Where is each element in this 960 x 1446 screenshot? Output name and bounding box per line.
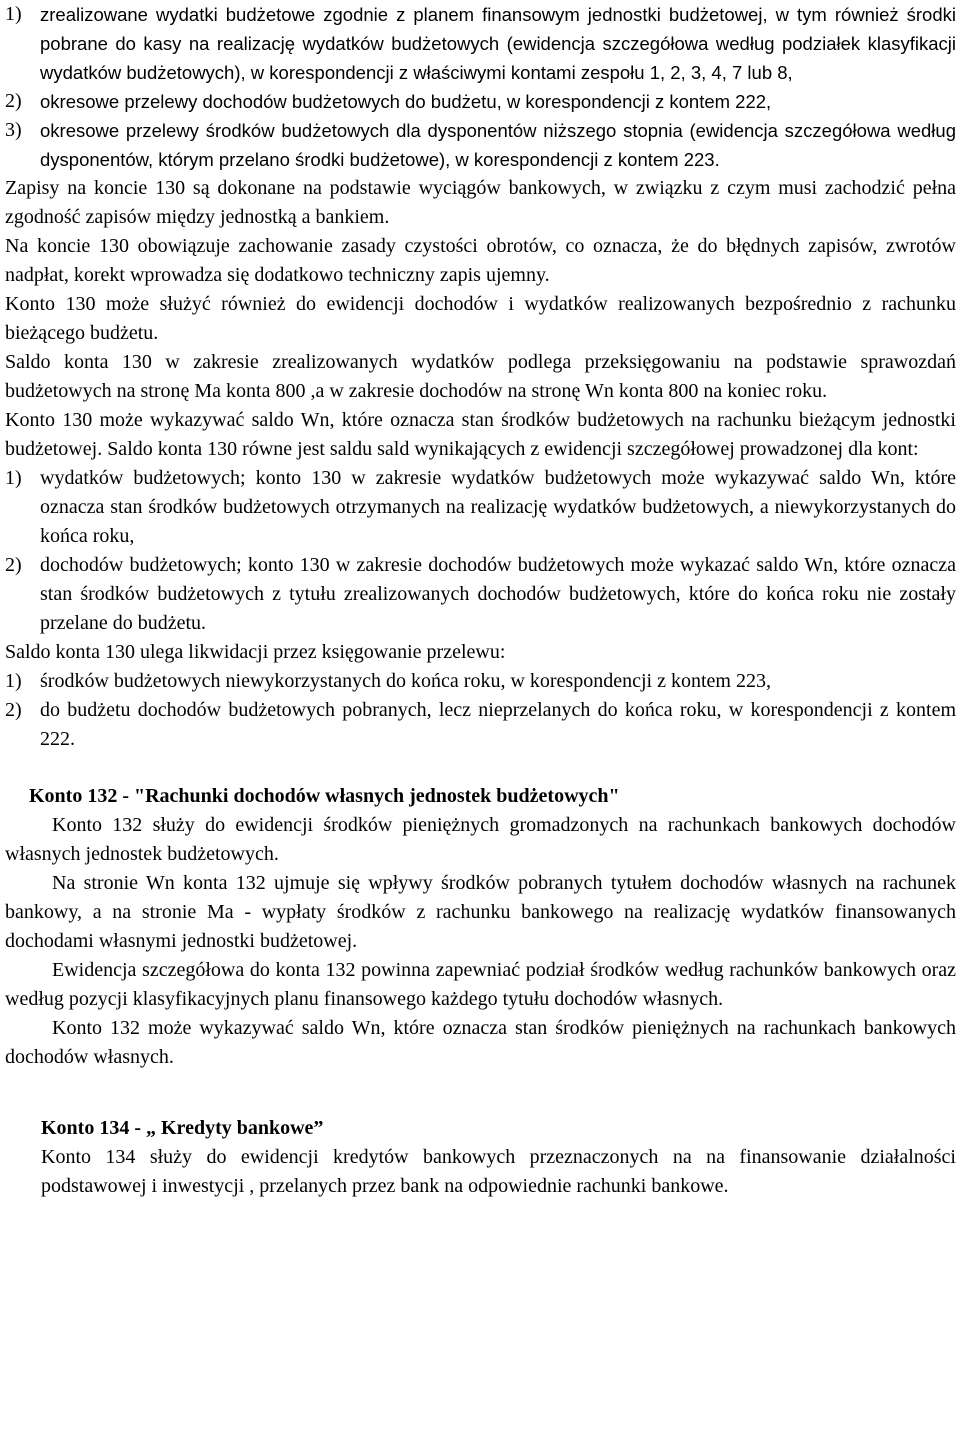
paragraph: Konto 130 może służyć również do ewidencji dochodów i wydatków realizowanych bezpośrednio z rachunku bieżącego budżetu. xyxy=(5,293,956,344)
paragraph: Zapisy na koncie 130 są dokonane na podstawie wyciągów bankowych, w związku z czym musi zachodzić pełna zgodność zapisów między jednostką a bankiem. xyxy=(5,177,956,228)
list-item-text: okresowe przelewy dochodów budżetowych do budżetu, w korespondencji z kontem 222, xyxy=(40,91,772,112)
list-item xyxy=(5,116,956,174)
paragraph: Na stronie Wn konta 132 ujmuje się wpływy środków pobranych tytułem dochodów własnych na rachunek bankowy, a na stronie Ma - wypłaty środków z rachunku bankowego na realizację wydatków finansowanych dochodami własnymi jednostki budżetowej. xyxy=(5,872,956,952)
section-heading-konto-134: Konto 134 - „ Kredyty bankowe” xyxy=(41,1117,324,1139)
section-heading-konto-132: Konto 132 - "Rachunki dochodów własnych jednostek budżetowych" xyxy=(29,785,620,807)
list-item-text: wydatków budżetowych; konto 130 w zakresie wydatków budżetowych może wykazywać saldo Wn, które oznacza stan środków budżetowych otrzymanych na realizację wydatków budżetowych, a niewykorzystanych do końca roku, xyxy=(40,467,956,547)
list-item-number: 2) xyxy=(5,90,22,112)
paragraph: Saldo konta 130 w zakresie zrealizowanych wydatków podlega przeksięgowaniu na podstawie sprawozdań budżetowych na stronę Ma konta 800 ,a w zakresie dochodów na stronę Wn konta 800 na koniec roku. xyxy=(5,351,956,402)
paragraph: Na koncie 130 obowiązuje zachowanie zasady czystości obrotów, co oznacza, że do błędnych zapisów, zwrotów nadpłat, korekt wprowadza się dodatkowo techniczny zapis ujemny. xyxy=(5,235,956,286)
list-item-number: 1) xyxy=(5,3,22,25)
list-konto-130-ma xyxy=(5,0,956,174)
paragraph: Konto 132 może wykazywać saldo Wn, które oznacza stan środków pieniężnych na rachunkach bankowych dochodów własnych. xyxy=(5,1017,956,1068)
list-item-text: dochodów budżetowych; konto 130 w zakresie dochodów budżetowych może wykazać saldo Wn, które oznacza stan środków budżetowych z tytułu zrealizowanych dochodów budżetowych, które do końca roku nie zostały przelane do budżetu. xyxy=(40,554,956,634)
list-item-number: 2) xyxy=(5,554,22,576)
list-item-number: 2) xyxy=(5,699,22,721)
list-item xyxy=(5,667,956,696)
paragraph: Konto 134 służy do ewidencji kredytów bankowych przeznaczonych na na finansowanie działalności podstawowej i inwestycji , przelanych przez bank na odpowiednie rachunki bankowe. xyxy=(41,1146,956,1197)
paragraph: Konto 132 służy do ewidencji środków pieniężnych gromadzonych na rachunkach bankowych dochodów własnych jednostek budżetowych. xyxy=(5,814,956,865)
paragraph: Ewidencja szczegółowa do konta 132 powinna zapewniać podział środków według rachunków bankowych oraz według pozycji klasyfikacyjnych planu finansowego każdego tytułu dochodów własnych. xyxy=(5,959,956,1010)
list-item-text: do budżetu dochodów budżetowych pobranych, lecz nieprzelanych do końca roku, w korespondencji z kontem 222. xyxy=(40,699,956,750)
list-saldo-kont xyxy=(5,464,956,638)
paragraph: Konto 130 może wykazywać saldo Wn, które oznacza stan środków budżetowych na rachunku bieżącym jednostki budżetowej. Saldo konta 130 równe jest saldu sald wynikających z ewidencji szczegółowej prowadzonej dla kont: xyxy=(5,409,956,460)
list-item xyxy=(5,696,956,754)
list-item-text: środków budżetowych niewykorzystanych do końca roku, w korespondencji z kontem 223, xyxy=(40,670,771,692)
list-item xyxy=(5,0,956,87)
list-item-text: zrealizowane wydatki budżetowe zgodnie z planem finansowym jednostki budżetowej, w tym również środki pobrane do kasy na realizację wydatków budżetowych (ewidencja szczegółowa według podziałek klasyfikacji wydatków budżetowych), w korespondencji z właściwymi kontami zespołu 1, 2, 3, 4, 7 lub 8, xyxy=(40,4,956,83)
list-item xyxy=(5,551,956,638)
list-item-number: 1) xyxy=(5,467,22,489)
list-item-text: okresowe przelewy środków budżetowych dla dysponentów niższego stopnia (ewidencja szczegółowa według dysponentów, którym przelano środki budżetowe), w korespondencji z kontem 223. xyxy=(40,120,956,170)
paragraph: Saldo konta 130 ulega likwidacji przez księgowanie przelewu: xyxy=(5,641,506,663)
list-item xyxy=(5,464,956,551)
list-item-number: 1) xyxy=(5,670,22,692)
list-likwidacja xyxy=(5,667,956,754)
list-item-number: 3) xyxy=(5,119,22,141)
list-item xyxy=(5,87,956,116)
